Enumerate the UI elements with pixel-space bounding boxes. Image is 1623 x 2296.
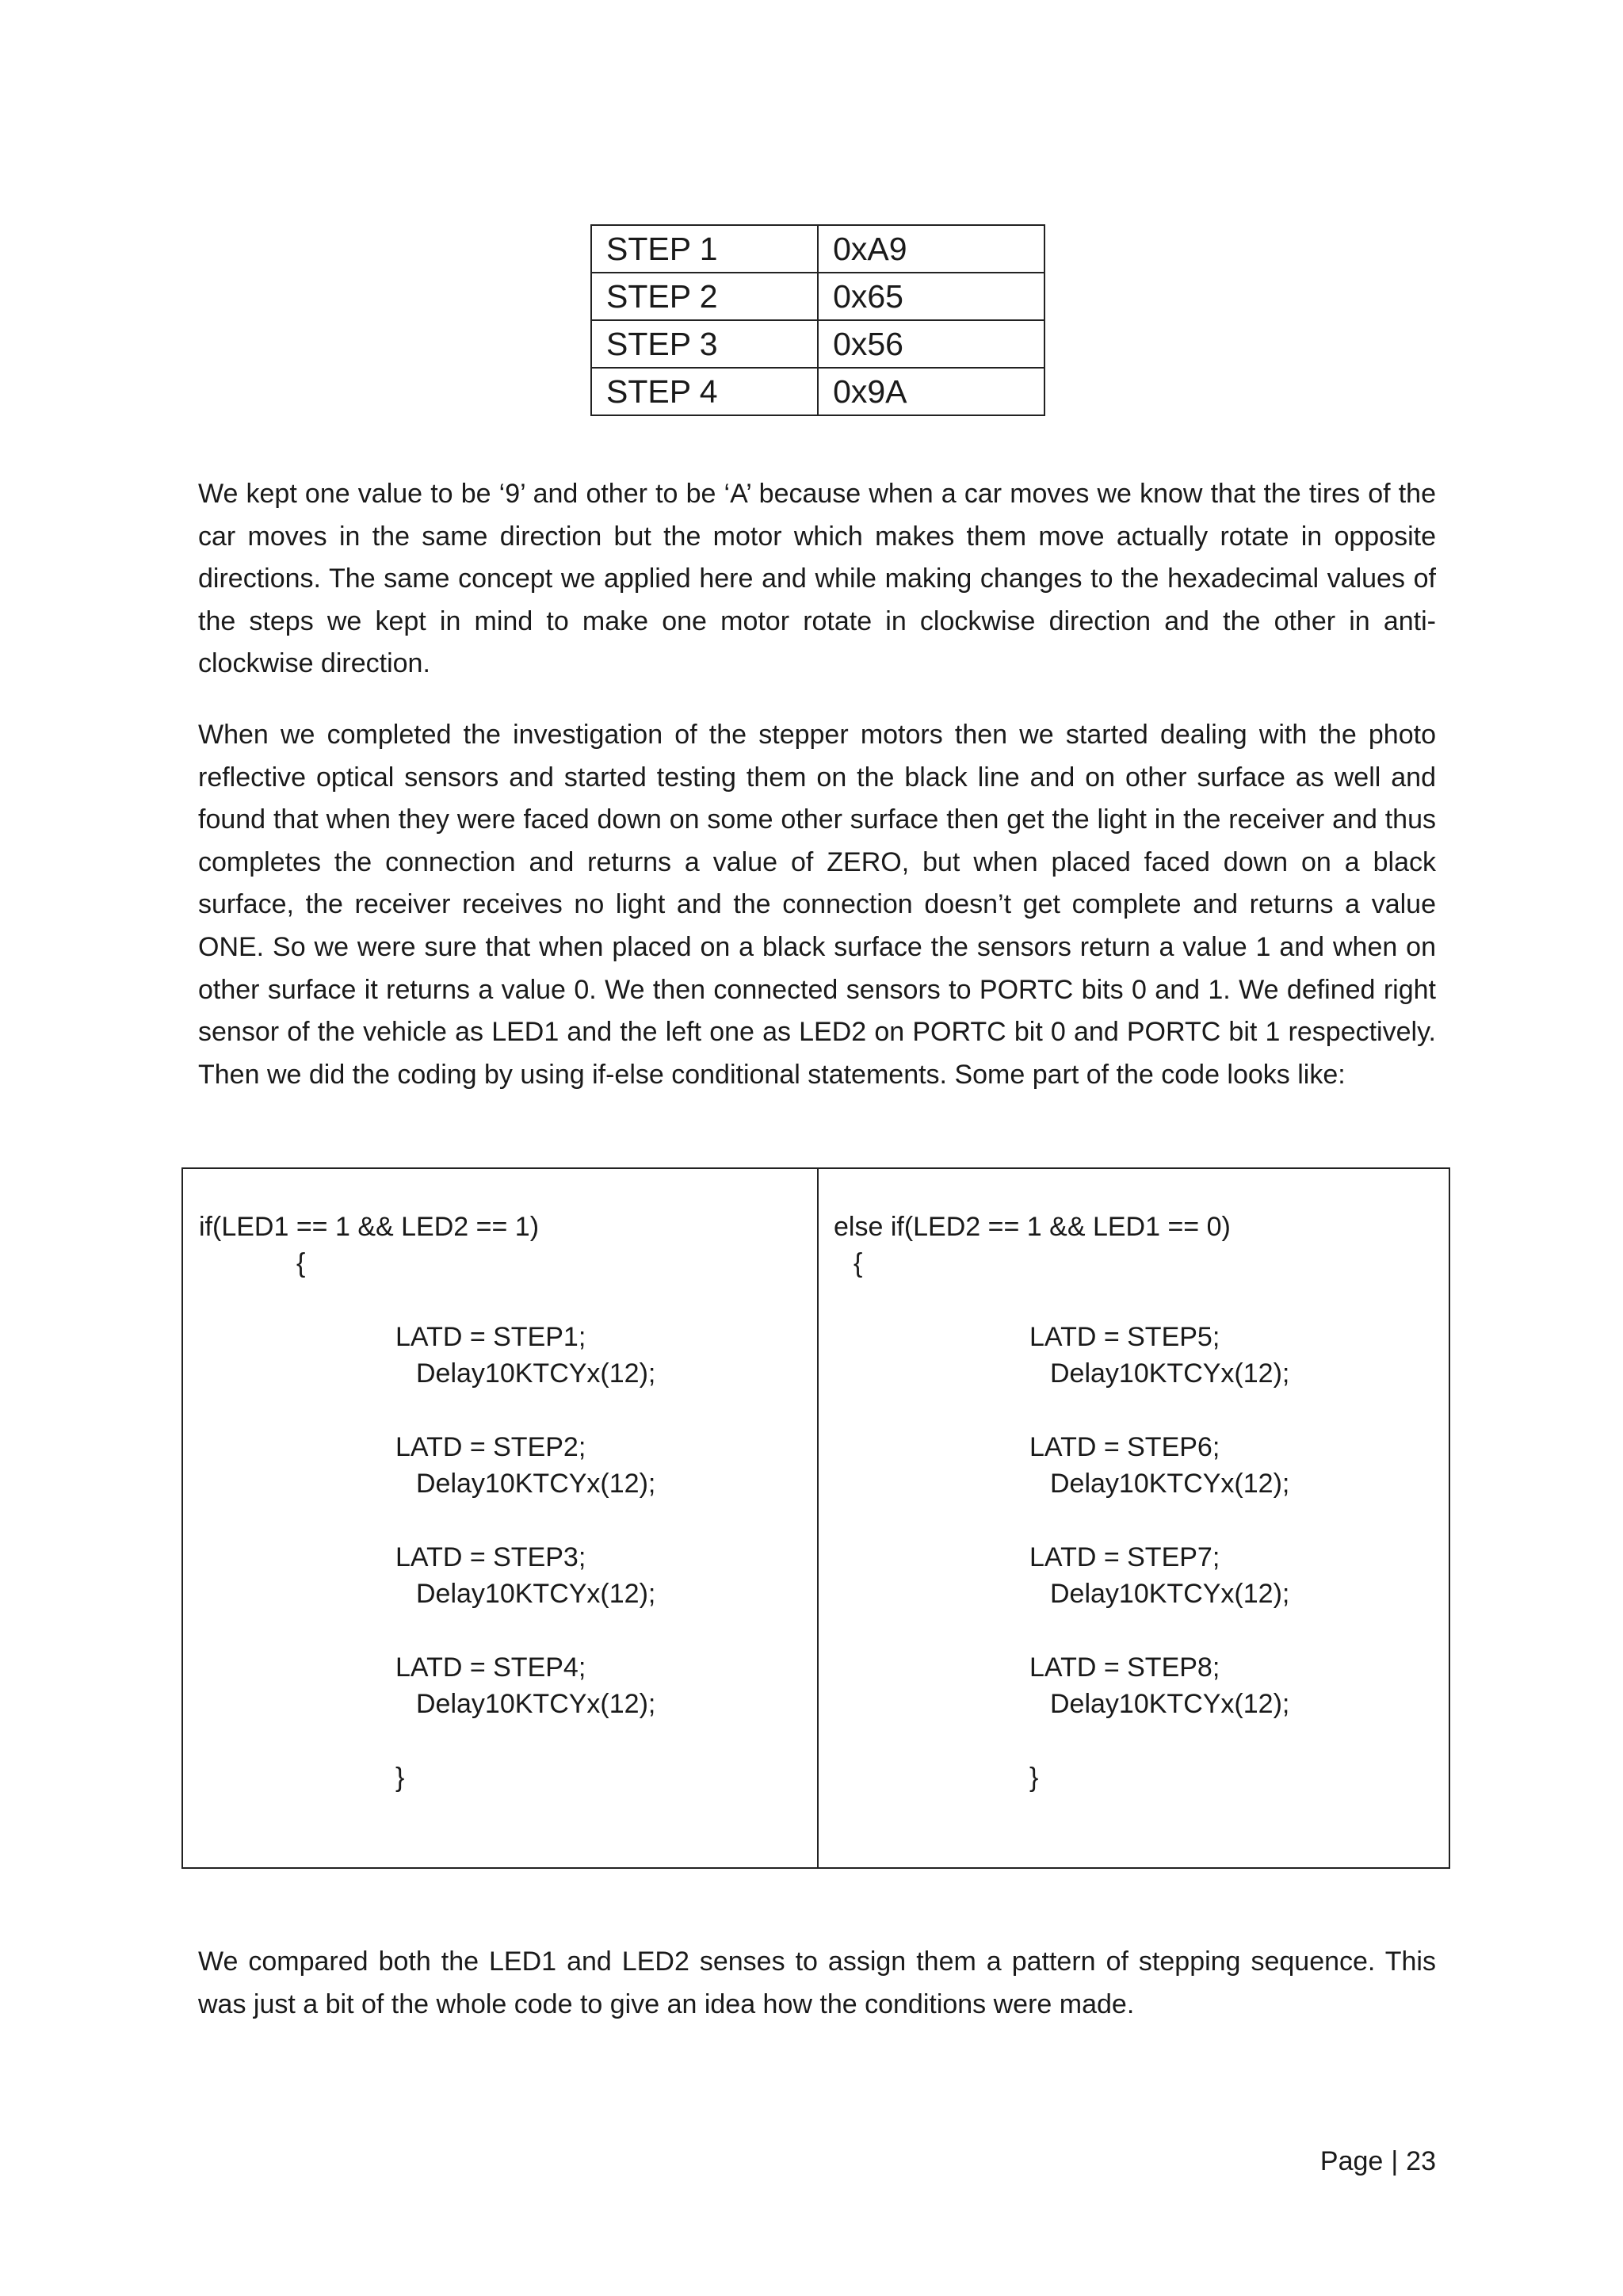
code-open-brace-right: { — [854, 1248, 863, 1278]
code-condition-left: if(LED1 == 1 && LED2 == 1) — [199, 1212, 540, 1242]
code-line: LATD = STEP4; — [395, 1652, 586, 1683]
code-line: LATD = STEP6; — [1029, 1432, 1220, 1462]
code-line: Delay10KTCYx(12); — [1050, 1689, 1290, 1719]
code-line: Delay10KTCYx(12); — [1050, 1469, 1290, 1499]
step-name-cell: STEP 2 — [591, 273, 818, 320]
page-label: Page — [1319, 2146, 1384, 2176]
body-paragraph-conclusion: We compared both the LED1 and LED2 senses to assign them a pattern of stepping sequence. This was just a bit of the whole code to give an idea how the conditions were made. — [198, 1946, 1436, 2019]
step-name-cell: STEP 3 — [591, 320, 818, 368]
code-close-brace-right: } — [1029, 1763, 1039, 1793]
page-footer — [1320, 2143, 1436, 2179]
code-line: Delay10KTCYx(12); — [1050, 1358, 1290, 1389]
step-value-cell: 0x56 — [818, 320, 1044, 368]
body-paragraph-motor-direction: We kept one value to be ‘9’ and other to be ‘A’ because when a car moves we know that the tires of the car moves in the same direction but the motor which makes them move actually rotate in opposite directions. The same concept we applied here and while making changes to the hexadecimal values of the steps we kept in mind to make one motor rotate in clockwise direction and the other in anti-clockwise direction. — [198, 479, 1436, 679]
step-value-cell: 0xA9 — [818, 225, 1044, 273]
code-column-divider — [817, 1169, 819, 1867]
table-row — [591, 368, 1044, 415]
code-line: Delay10KTCYx(12); — [416, 1358, 656, 1389]
code-line: LATD = STEP8; — [1029, 1652, 1220, 1683]
page-separator: | — [1391, 2146, 1399, 2176]
step-name-cell: STEP 4 — [591, 368, 818, 415]
page-number: 23 — [1406, 2146, 1436, 2176]
step-value-cell: 0x9A — [818, 368, 1044, 415]
code-line: LATD = STEP1; — [395, 1322, 586, 1352]
step-values-table — [590, 224, 1045, 416]
table-row — [591, 273, 1044, 320]
code-line: LATD = STEP3; — [395, 1542, 586, 1572]
code-line: LATD = STEP2; — [395, 1432, 586, 1462]
code-line: Delay10KTCYx(12); — [1050, 1579, 1290, 1609]
code-line: Delay10KTCYx(12); — [416, 1579, 656, 1609]
code-line: LATD = STEP5; — [1029, 1322, 1220, 1352]
code-line: Delay10KTCYx(12); — [416, 1469, 656, 1499]
table-row — [591, 320, 1044, 368]
code-line: Delay10KTCYx(12); — [416, 1689, 656, 1719]
step-name-cell: STEP 1 — [591, 225, 818, 273]
table-row — [591, 225, 1044, 273]
code-snippet-box — [181, 1167, 1450, 1869]
body-paragraph-sensors: When we completed the investigation of the stepper motors then we started dealing with the photo reflective optical sensors and started testing them on the black line and on other surface as well and found that when they were faced down on some other surface then get the light in the receiver and thus completes the connection and returns a value of ZERO, but when placed faced down on a black surface, the receiver receives no light and the connection doesn’t get complete and returns a value ONE. So we were sure that when placed on a black surface the sensors return a value 1 and when on other surface it returns a value 0. We then connected sensors to PORTC bits 0 and 1. We defined right sensor of the vehicle as LED1 and the left one as LED2 on PORTC bit 0 and PORTC bit 1 respectively. Then we did the coding by using if-else conditional statements. Some part of the code looks like: — [198, 720, 1436, 1090]
code-open-brace-left: { — [296, 1248, 306, 1278]
code-condition-right: else if(LED2 == 1 && LED1 == 0) — [834, 1212, 1231, 1242]
step-value-cell: 0x65 — [818, 273, 1044, 320]
code-close-brace-left: } — [395, 1763, 405, 1793]
code-line: LATD = STEP7; — [1029, 1542, 1220, 1572]
